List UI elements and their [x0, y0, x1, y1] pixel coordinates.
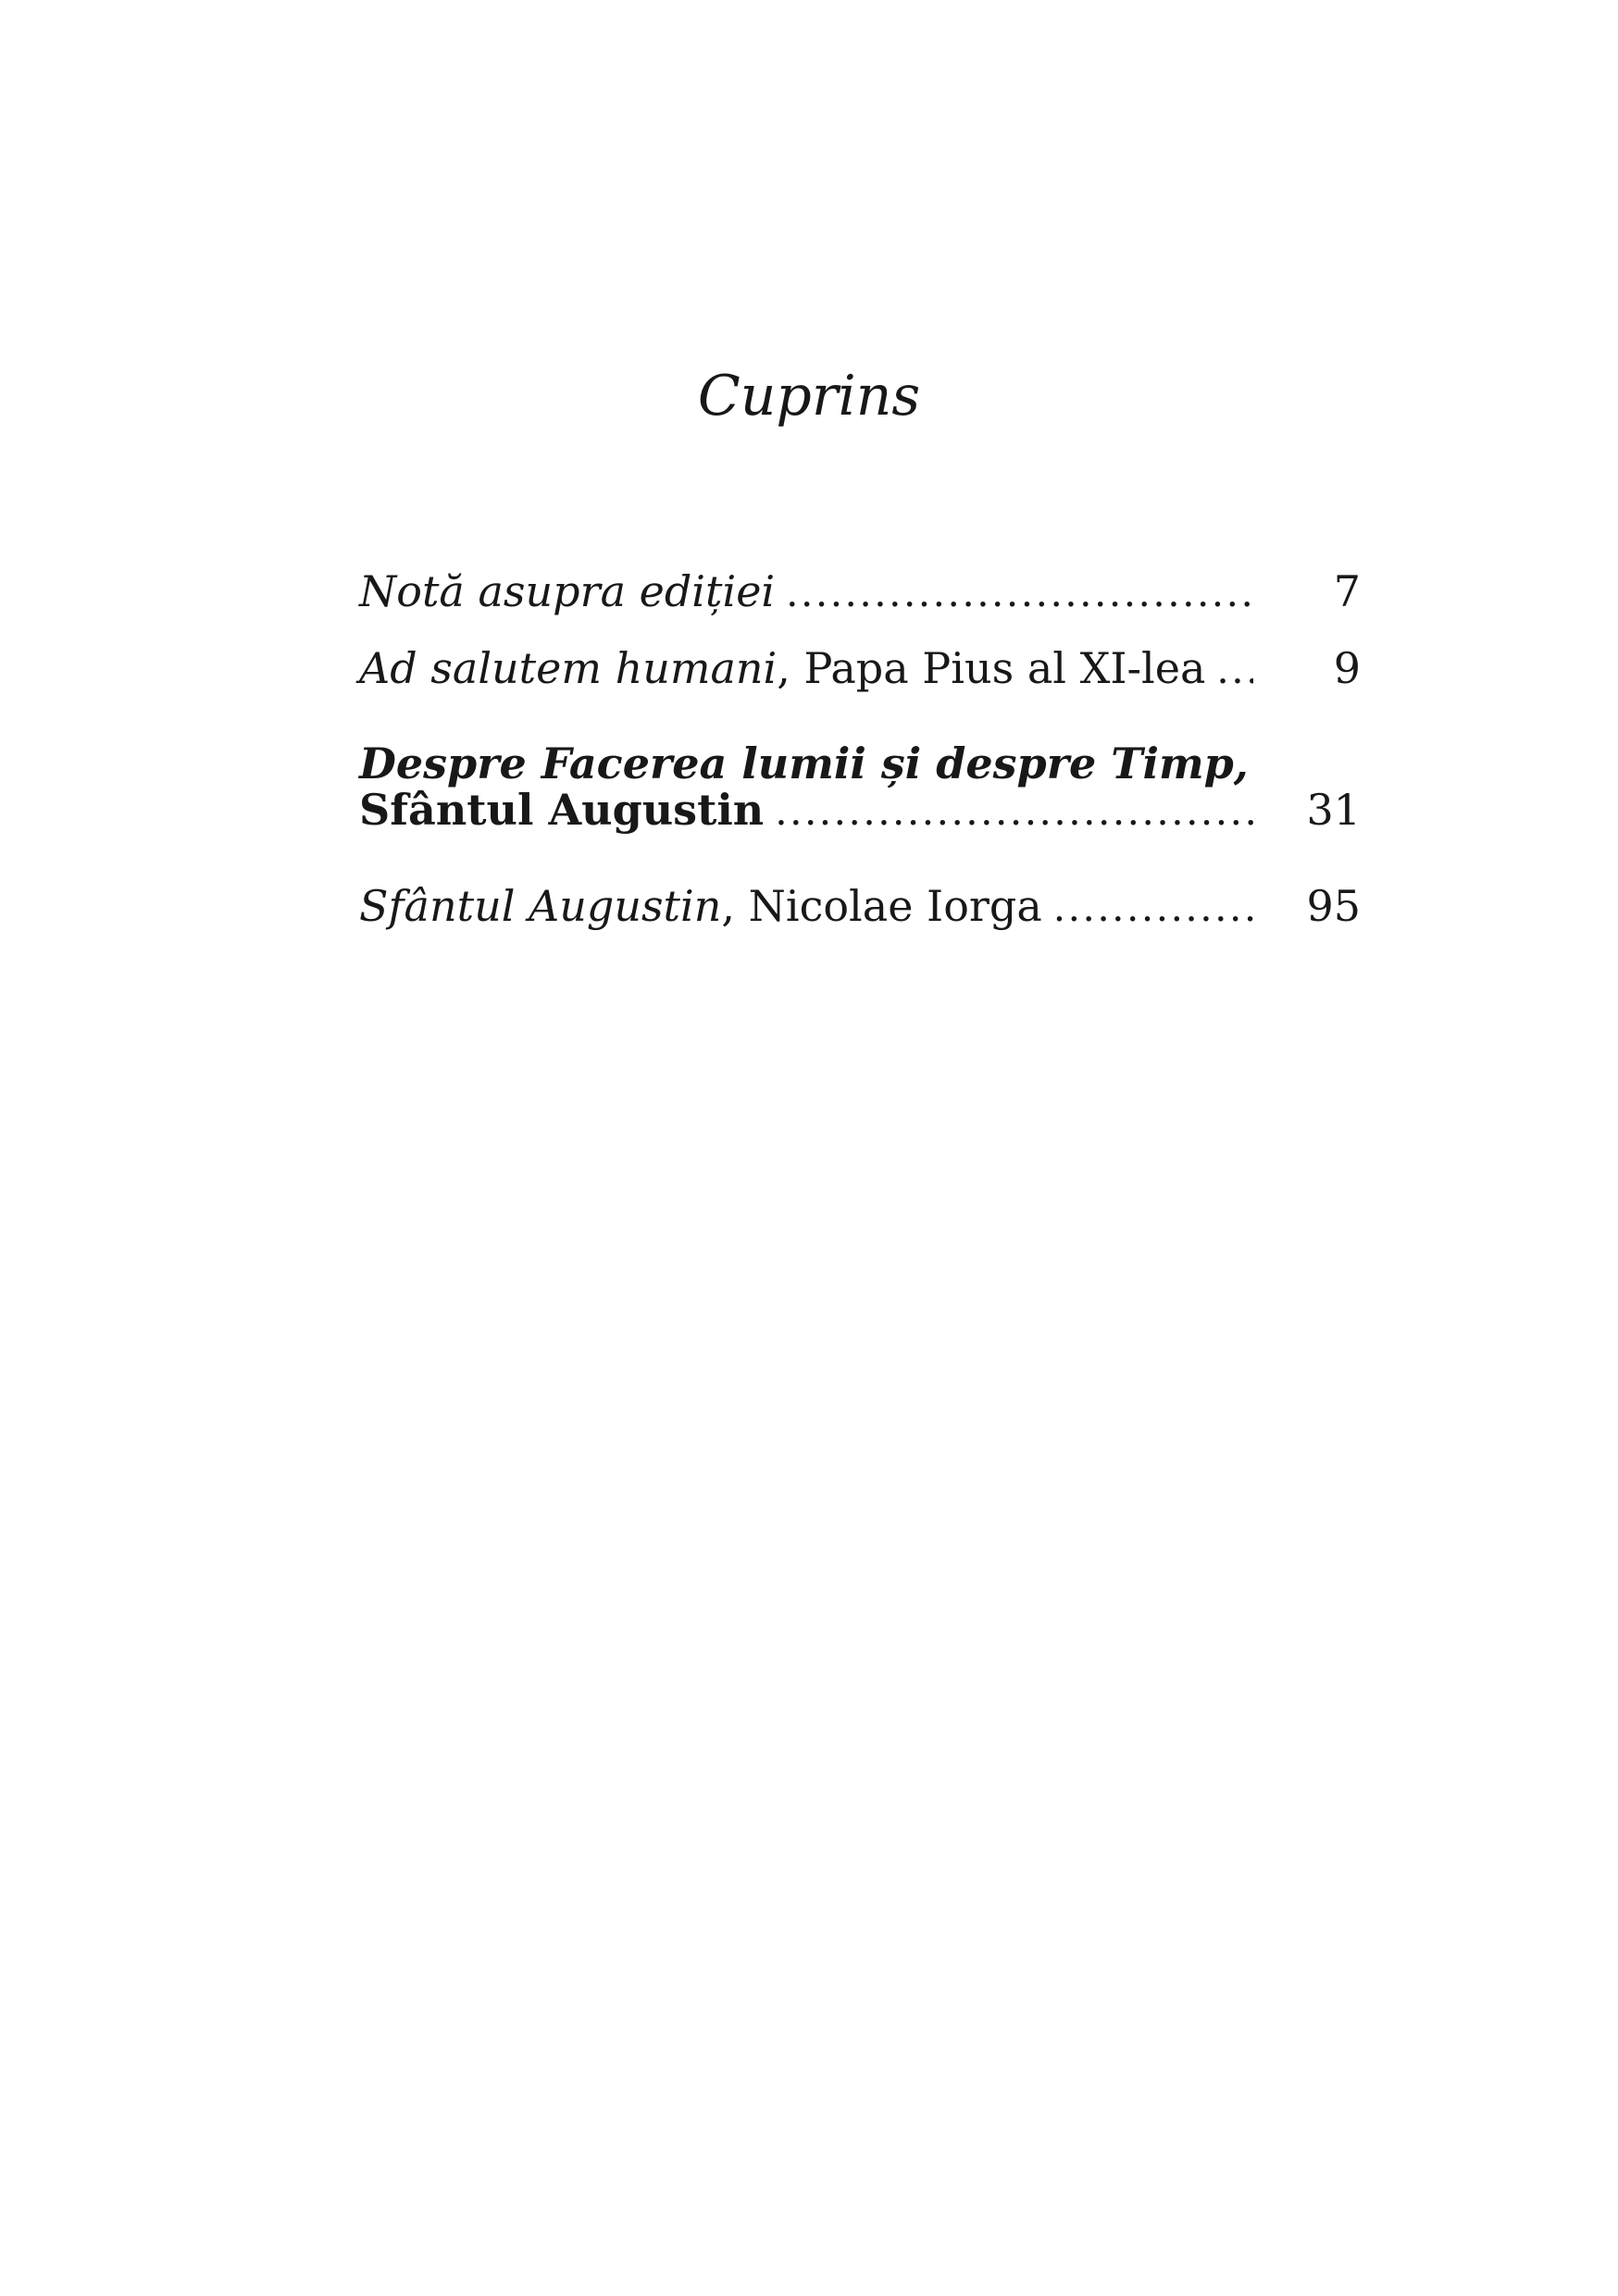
page-title: Cuprins: [697, 364, 921, 428]
toc-entry-title: Notă asupra ediției: [359, 566, 776, 616]
toc-entry-despre-facerea: [359, 740, 1361, 835]
toc-entry-title: Ad salutem humani: [359, 643, 778, 693]
toc-page-number: 95: [1306, 881, 1361, 931]
toc-page-number: 9: [1333, 643, 1361, 693]
dot-leader: [775, 788, 1253, 835]
dot-leader: [1216, 647, 1253, 693]
toc-page-number: 7: [1333, 566, 1361, 616]
toc-row: [359, 787, 1361, 835]
toc-entry-sfantul-augustin: [359, 883, 1361, 931]
toc-entry-subtitle: , Nicolae Iorga: [721, 881, 1042, 931]
toc-row: [359, 883, 1361, 931]
toc-row: [359, 740, 1361, 787]
toc-entry-title: Sfântul Augustin: [359, 881, 722, 931]
dot-leader: [786, 570, 1253, 616]
toc-row: [359, 645, 1361, 693]
toc-page-number: 31: [1306, 785, 1361, 835]
toc-entry-title-line2: Sfântul Augustin: [359, 785, 765, 835]
toc-entry-nota: [359, 568, 1361, 616]
dot-leader: [1053, 885, 1253, 931]
toc-entry-subtitle: , Papa Pius al XI-lea: [777, 643, 1206, 693]
toc-row: [359, 568, 1361, 616]
toc-entry-ad-salutem: [359, 645, 1361, 693]
toc-entry-title-line1: Despre Facerea lumii și despre Timp,: [359, 738, 1249, 788]
